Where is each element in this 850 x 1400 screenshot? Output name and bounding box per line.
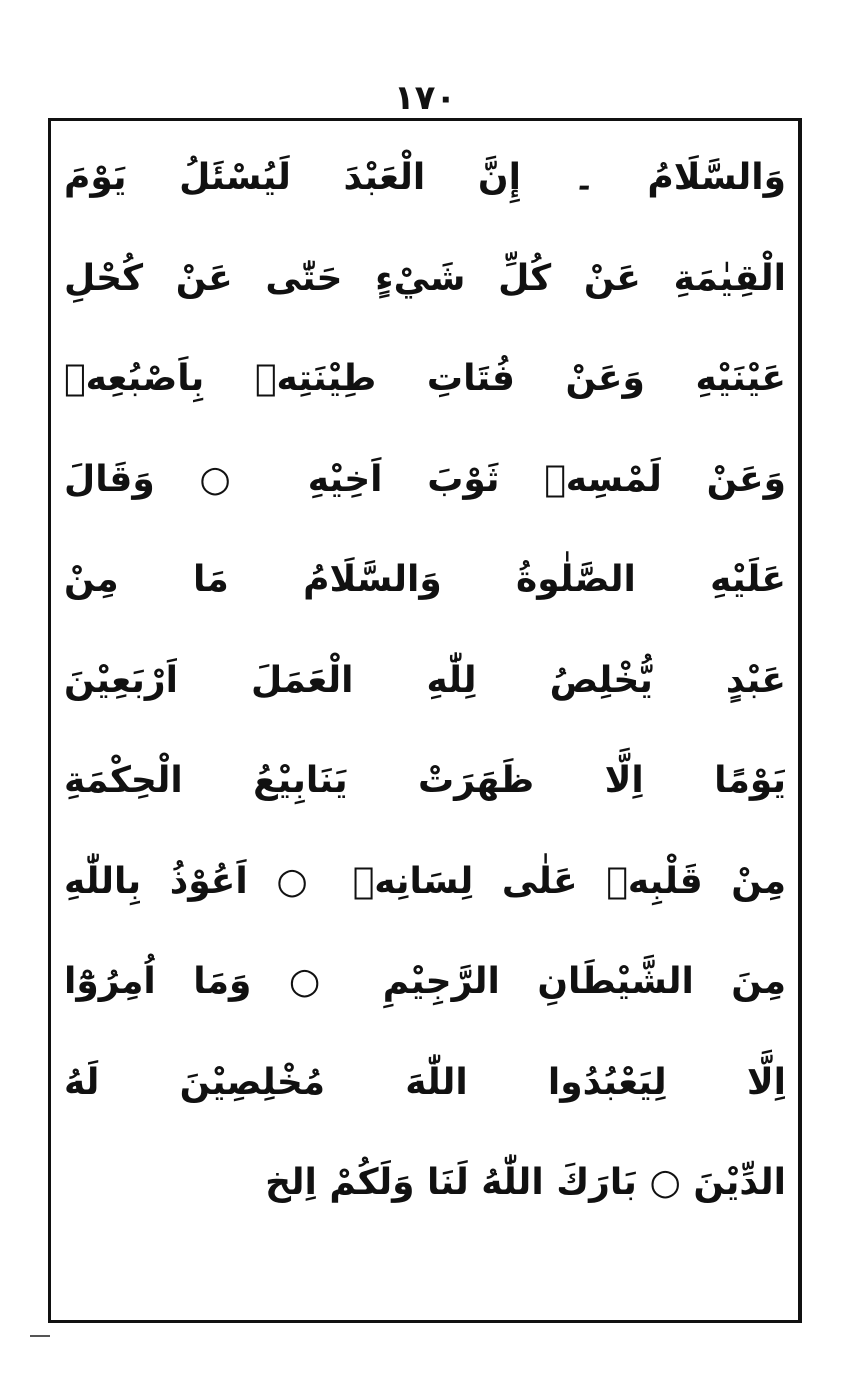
page-number: ١٧٠ <box>393 78 457 118</box>
text-line: يَوْمًا اِلَّا ظَهَرَتْ يَنَابِيْعُ الْحِكْمَةِ <box>64 760 786 801</box>
text-line: مِنْ قَلْبِهٖ عَلٰى لِسَانِهٖ ○ اَعُوْذُ بِاللّٰهِ <box>64 860 786 902</box>
text-line: وَعَنْ لَمْسِهٖ ثَوْبَ اَخِيْهِ ○ وَقَالَ <box>64 458 786 500</box>
text-line: الدِّيْنَ ○ بَارَكَ اللّٰهُ لَنَا وَلَكُمْ اِلخ <box>265 1162 786 1203</box>
scan-mark <box>30 1335 50 1337</box>
text-line: الْقِيٰمَةِ عَنْ كُلِّ شَيْءٍ حَتّٰى عَنْ كُحْلِ <box>64 257 786 299</box>
text-line: عَبْدٍ يُّخْلِصُ لِلّٰهِ الْعَمَلَ اَرْبَعِيْنَ <box>64 659 786 701</box>
text-line: مِنَ الشَّيْطَانِ الرَّجِيْمِ ○ وَمَا اُمِرُوْٓا <box>64 961 786 1002</box>
text-body <box>64 128 786 1234</box>
text-line: اِلَّا لِيَعْبُدُوا اللّٰهَ مُخْلِصِيْنَ لَهُ <box>64 1061 786 1103</box>
text-line: عَلَيْهِ الصَّلٰوةُ وَالسَّلَامُ مَا مِنْ <box>64 559 786 600</box>
text-line: عَيْنَيْهِ وَعَنْ فُتَاتِ طِيْنَتِهٖ بِاَصْبُعِهٖ <box>64 358 786 399</box>
text-line: وَالسَّلَامُ ۔ إِنَّ الْعَبْدَ لَيُسْئَلُ يَوْمَ <box>64 157 786 198</box>
